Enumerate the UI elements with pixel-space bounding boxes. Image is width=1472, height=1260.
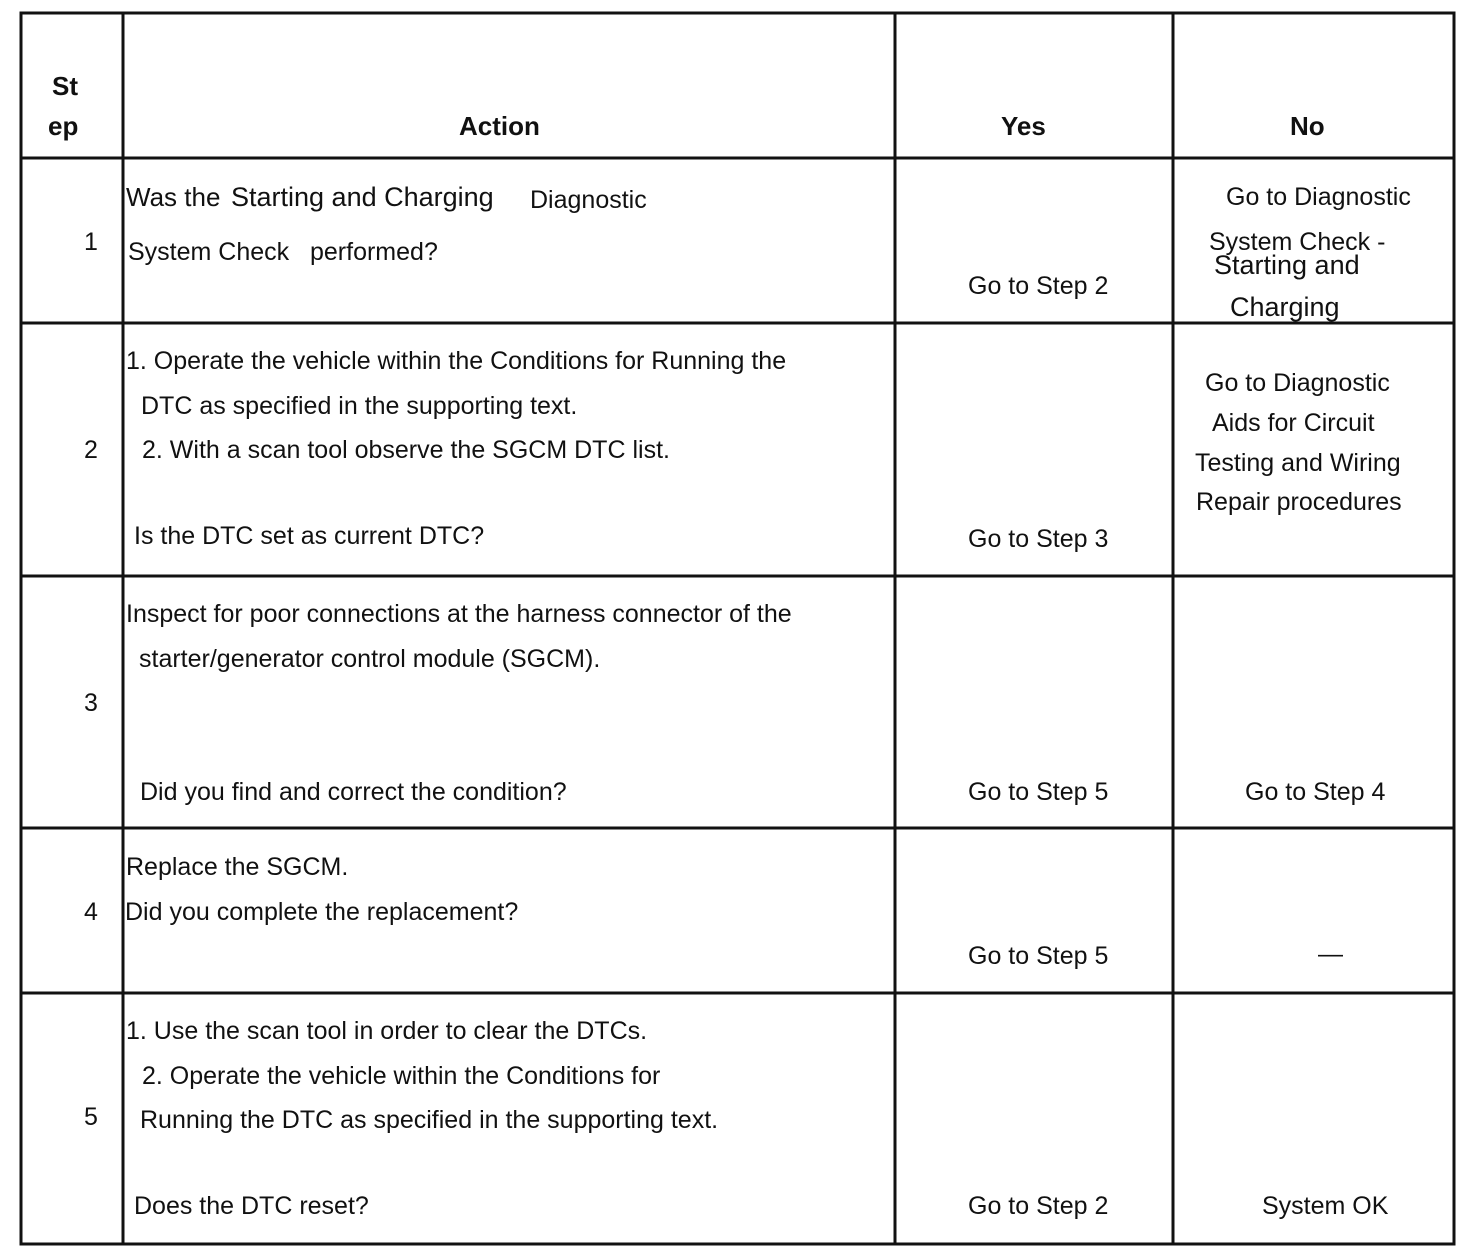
action-text: Inspect for poor connections at the harness connector of the bbox=[126, 600, 792, 628]
yes-outcome: Go to Step 5 bbox=[968, 942, 1109, 970]
action-text: 2. Operate the vehicle within the Conditions for bbox=[142, 1062, 661, 1090]
no-outcome: Testing and Wiring bbox=[1195, 449, 1401, 477]
no-outcome: System Check - bbox=[1209, 228, 1386, 256]
action-text: Does the DTC reset? bbox=[134, 1192, 369, 1220]
action-text: 1. Use the scan tool in order to clear the DTCs. bbox=[126, 1017, 648, 1045]
no-outcome: Charging bbox=[1230, 292, 1340, 322]
action-text: Starting and Charging bbox=[231, 182, 494, 212]
action-text: performed? bbox=[310, 238, 438, 266]
step-number: 3 bbox=[84, 689, 98, 717]
action-text: Replace the SGCM. bbox=[126, 853, 349, 881]
yes-outcome: Go to Step 2 bbox=[968, 272, 1109, 300]
no-outcome: Repair procedures bbox=[1196, 488, 1402, 516]
action-text: Is the DTC set as current DTC? bbox=[134, 522, 485, 550]
action-text: DTC as specified in the supporting text. bbox=[141, 392, 578, 420]
yes-header: Yes bbox=[1001, 111, 1046, 141]
action-text: System Check bbox=[128, 238, 290, 266]
no-outcome: — bbox=[1318, 940, 1343, 968]
no-outcome: System OK bbox=[1262, 1192, 1389, 1220]
action-text: Did you complete the replacement? bbox=[125, 898, 519, 926]
action-text: Running the DTC as specified in the supporting text. bbox=[140, 1106, 719, 1134]
no-outcome: Aids for Circuit bbox=[1212, 409, 1375, 437]
action-text: 2. With a scan tool observe the SGCM DTC list. bbox=[142, 436, 670, 464]
yes-outcome: Go to Step 3 bbox=[968, 525, 1109, 553]
yes-outcome: Go to Step 5 bbox=[968, 778, 1109, 806]
no-header: No bbox=[1290, 111, 1325, 141]
step-number: 1 bbox=[84, 228, 98, 256]
action-text: Was the bbox=[126, 182, 221, 212]
step-number: 2 bbox=[84, 436, 98, 464]
no-outcome: Go to Diagnostic bbox=[1226, 183, 1411, 211]
step-header: ep bbox=[48, 111, 79, 141]
no-outcome: Go to Step 4 bbox=[1245, 778, 1386, 806]
no-outcome: Starting and bbox=[1214, 250, 1360, 280]
action-text: 1. Operate the vehicle within the Conditions for Running the bbox=[126, 347, 787, 375]
step-number: 4 bbox=[84, 898, 98, 926]
step-number: 5 bbox=[84, 1103, 98, 1131]
yes-outcome: Go to Step 2 bbox=[968, 1192, 1109, 1220]
step-header: St bbox=[52, 71, 78, 101]
action-text: starter/generator control module (SGCM). bbox=[139, 645, 601, 673]
action-text: Did you find and correct the condition? bbox=[140, 778, 567, 806]
no-outcome: Go to Diagnostic bbox=[1205, 369, 1390, 397]
action-text: Diagnostic bbox=[530, 186, 647, 214]
action-header: Action bbox=[459, 111, 540, 141]
